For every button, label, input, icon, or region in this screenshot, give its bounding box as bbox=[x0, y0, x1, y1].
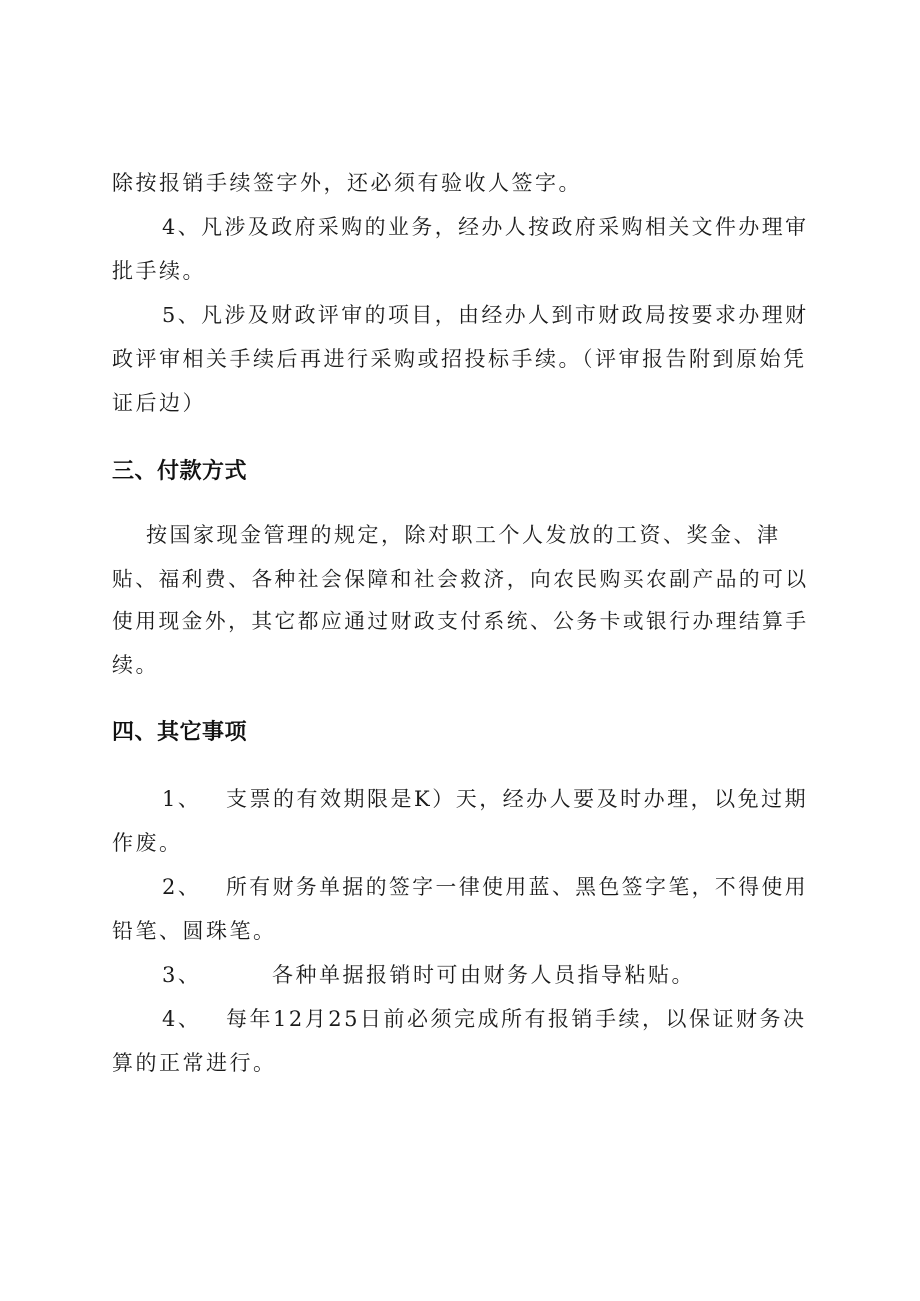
paragraph-line: 5、凡涉及财政评审的项目，由经办人到市财政局按要求办理财 bbox=[162, 303, 809, 327]
list-item-number: 1、 bbox=[162, 787, 202, 811]
paragraph-line: 除按报销手续签字外，还必须有验收人签字。 bbox=[112, 171, 582, 195]
list-item-number: 3、 bbox=[162, 963, 202, 987]
section-heading-other: 四、其它事项 bbox=[112, 720, 248, 745]
list-item-text: 每年12月25日前必须完成所有报销手续，以保证财务决 bbox=[226, 1007, 807, 1031]
paragraph-line: 证后边） bbox=[112, 391, 206, 415]
section-heading-payment: 三、付款方式 bbox=[112, 459, 248, 484]
list-item-text: 支票的有效期限是K）天，经办人要及时办理，以免过期 bbox=[226, 787, 809, 811]
paragraph-line: 按国家现金管理的规定，除对职工个人发放的工资、奖金、津 bbox=[146, 523, 781, 547]
paragraph-line: 政评审相关手续后再进行采购或招投标手续。（评审报告附到原始凭 bbox=[112, 347, 807, 371]
paragraph-line: 算的正常进行。 bbox=[112, 1051, 277, 1075]
paragraph-line: 使用现金外，其它都应通过财政支付系统、公务卡或银行办理结算手 bbox=[112, 609, 809, 633]
paragraph-line: 作废。 bbox=[112, 831, 183, 855]
list-item-number: 2、 bbox=[162, 875, 202, 899]
paragraph-line: 批手续。 bbox=[112, 259, 206, 283]
list-item-number: 4、 bbox=[162, 1007, 202, 1031]
paragraph-line: 铅笔、圆珠笔。 bbox=[112, 919, 277, 943]
paragraph-line: 续。 bbox=[112, 653, 159, 677]
list-item-text: 所有财务单据的签字一律使用蓝、黑色签字笔，不得使用 bbox=[226, 875, 809, 899]
list-item-text: 各种单据报销时可由财务人员指导粘贴。 bbox=[272, 963, 695, 987]
paragraph-line: 贴、福利费、各种社会保障和社会救济，向农民购买农副产品的可以 bbox=[112, 567, 809, 591]
paragraph-line: 4、凡涉及政府采购的业务，经办人按政府采购相关文件办理审 bbox=[162, 215, 809, 239]
